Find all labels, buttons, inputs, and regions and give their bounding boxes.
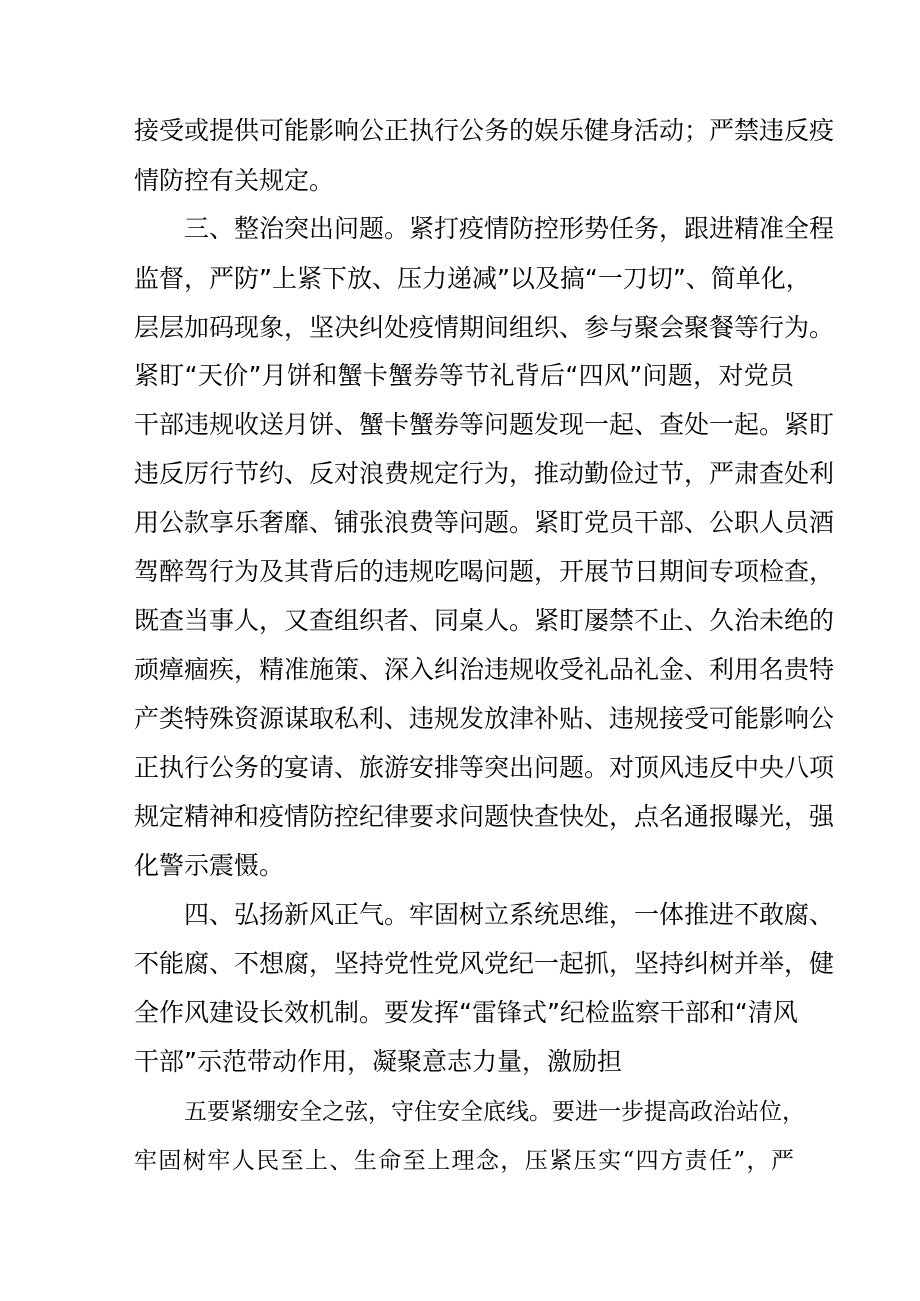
paragraph-line: 接受或提供可能影响公正执行公务的娱乐健身活动；严禁违反疫 xyxy=(134,116,835,145)
paragraph-line: 违反厉行节约、反对浪费规定行为，推动勤俭过节，严肃查处利 xyxy=(134,459,835,488)
paragraph-line: 干部违规收送月饼、蟹卡蟹券等问题发现一起、查处一起。紧盯 xyxy=(134,410,835,439)
paragraph-line: 驾醉驾行为及其背后的违规吃喝问题，开展节日期间专项检查， xyxy=(134,557,835,586)
paragraph-line: 全作风建设长效机制。要发挥“雷锋式”纪检监察干部和“清风 xyxy=(134,998,798,1027)
paragraph-line: 正执行公务的宴请、旅游安排等突出问题。对顶风违反中央八项 xyxy=(134,753,835,782)
paragraph-line: 产类特殊资源谋取私利、违规发放津补贴、违规接受可能影响公 xyxy=(134,704,835,733)
paragraph-line: 紧盯“天价”月饼和蟹卡蟹券等节礼背后“四风”问题，对党员 xyxy=(134,361,794,390)
paragraph-line: 顽瘴痼疾，精准施策、深入纠治违规收受礼品礼金、利用名贵特 xyxy=(134,655,835,684)
paragraph-line: 监督，严防”上紧下放、压力递减”以及搞“一刀切”、简单化， xyxy=(134,264,811,293)
paragraph-line: 化警示震慑。 xyxy=(134,851,285,880)
paragraph-line: 既查当事人，又查组织者、同桌人。紧盯屡禁不止、久治未绝的 xyxy=(134,606,835,635)
paragraph-line: 规定精神和疫情防控纪律要求问题快查快处，点名通报曝光，强 xyxy=(134,802,835,831)
section-heading-line: 五要紧绷安全之弦，守住安全底线。要进一步提高政治站位， xyxy=(184,1099,805,1125)
paragraph-line: 不能腐、不想腐，坚持党性党风党纪一起抓，坚持纠树并举，健 xyxy=(134,949,835,978)
paragraph-line: 层层加码现象，坚决纠处疫情期间组织、参与聚会聚餐等行为。 xyxy=(134,313,835,342)
paragraph-line: 牢固树牢人民至上、生命至上理念，压紧压实“四方责任”，严 xyxy=(134,1148,794,1174)
paragraph-line: 情防控有关规定。 xyxy=(134,166,335,195)
paragraph-line: 干部”示范带动作用，凝聚意志力量，激励担 xyxy=(134,1047,622,1076)
section-heading-line: 四、弘扬新风正气。牢固树立系统思维，一体推进不敢腐、 xyxy=(184,900,835,929)
paragraph-line: 用公款享乐奢靡、铺张浪费等问题。紧盯党员干部、公职人员酒 xyxy=(134,508,835,537)
section-heading-line: 三、整治突出问题。紧打疫情防控形势任务，跟进精准全程 xyxy=(184,214,835,243)
